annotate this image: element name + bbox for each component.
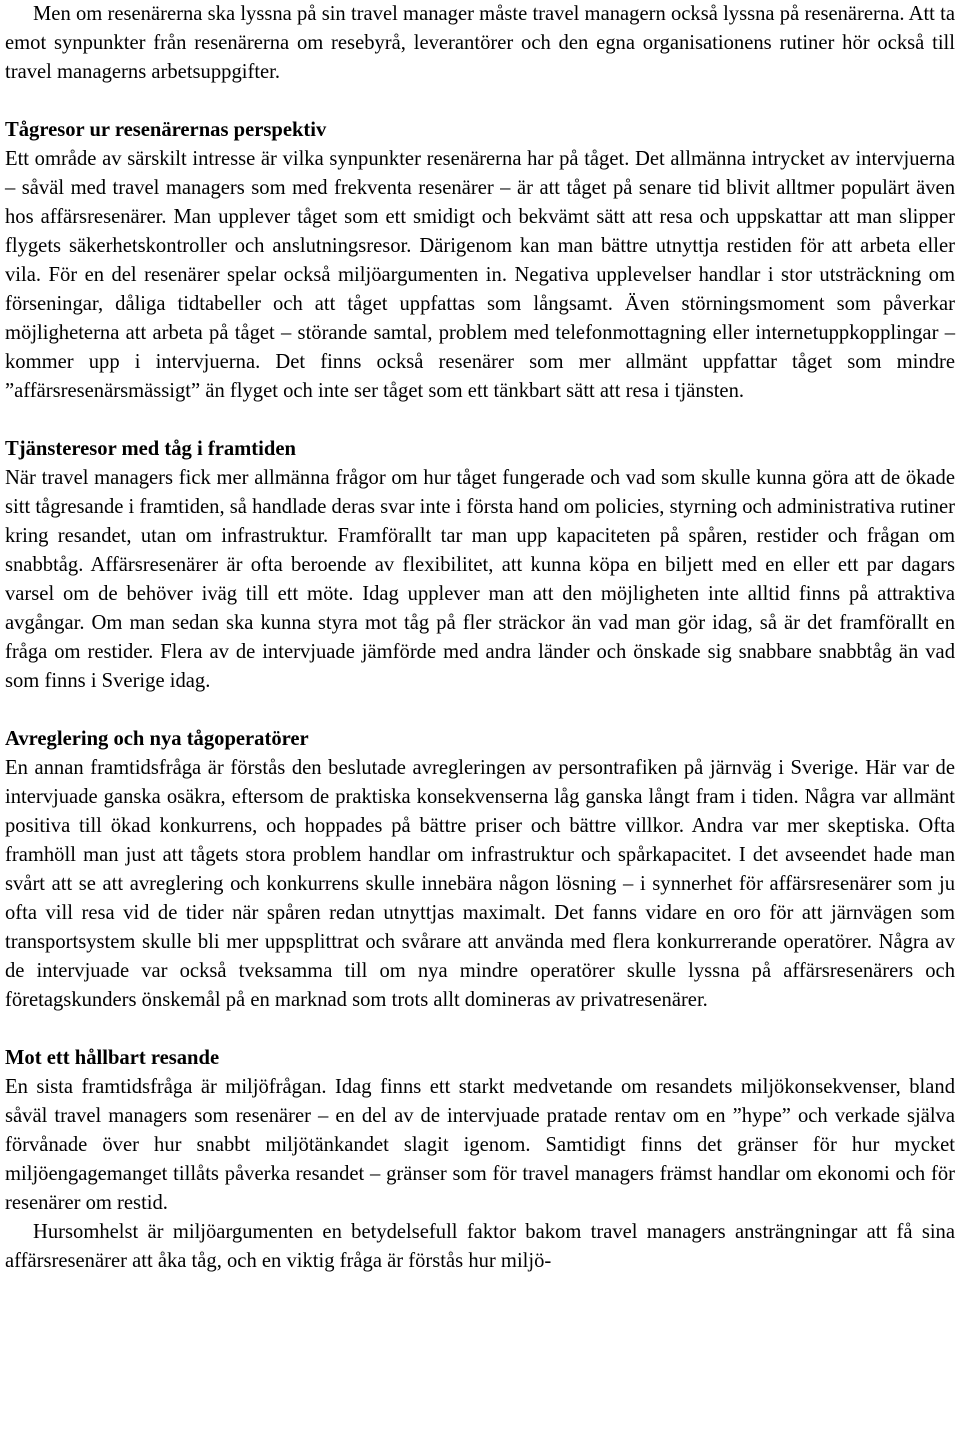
section-paragraph-tjansteresor: När travel managers fick mer allmänna frågor om hur tåget fungerade och vad som skulle kunna göra att de ökade sitt tågresande i framtiden, så handlade deras svar inte i första hand om policies, styrning och administrativa rutiner kring resandet, utan om infrastruktur. Framförallt tar man upp kapaciteten på spåren, restider och frågan om snabbtåg. Affärsresenärer är ofta beroende av flexibilitet, att kunna köpa en biljett med en eller ett par dagars varsel om de behöver iväg till ett möte. Idag upplever man att den möjligheten inte alltid finns på attraktiva avgångar. Om man sedan ska kunna styra mot tåg på fler sträckor än vad man gör idag, så är det framförallt en fråga om restider. Flera av de intervjuade jämförde med andra länder och önskade sig snabbare snabbtåg än vad som finns i Sverige idag.	[5, 467, 955, 692]
section-heading-tjansteresor: Tjänsteresor med tåg i framtiden	[5, 438, 296, 460]
section-heading-tagresor: Tågresor ur resenärernas perspektiv	[5, 119, 327, 141]
section-paragraph-tagresor: Ett område av särskilt intresse är vilka synpunkter resenärerna har på tåget. Det allmänna intrycket av intervjuerna – såväl med travel managers som med frekventa resenärer – är att tåget på senare tid blivit alltmer populärt även hos affärsresenärer. Man upplever tåget som ett smidigt och bekvämt sätt att resa och uppskattar att man slipper flygets säkerhetskontroller och anslutningsresor. Därigenom kan man bättre utnyttja restiden för att arbeta eller vila. För en del resenärer spelar också miljöargumenten in. Negativa upplevelser handlar i stor utsträckning om förseningar, dåliga tidtabeller och att tåget uppfattas som långsamt. Även störningsmoment som påverkar möjligheterna att arbeta på tåget – störande samtal, problem med telefonmottagning eller internetuppkopplingar – kommer upp i intervjuerna. Det finns också resenärer som mer allmänt uppfattar tåget som mindre ”affärsresenärsmässigt” än flyget och inte ser tåget som ett tänkbart sätt att resa i tjänsten.	[5, 148, 955, 402]
section-paragraph-avreglering: En annan framtidsfråga är förstås den beslutade avregleringen av persontrafiken på järnväg i Sverige. Här var de intervjuade ganska osäkra, eftersom de praktiska konsekvenserna låg ganska långt fram i tiden. Några var allmänt positiva till ökad konkurrens, och hoppades på bättre priser och bättre villkor. Andra var mer skeptiska. Ofta framhöll man just att tågets stora problem handlar om infrastruktur och spårkapacitet. I det avseendet hade man svårt att se att avreglering och konkurrens skulle innebära någon lösning – i synnerhet för affärsresenärer som ju ofta vill resa vid de tider när spåren redan utnyttjas maximalt. Det fanns vidare en oro för att järnvägen som transportsystem skulle bli mer uppsplittrat och svårare att använda med flera konkurrerande operatörer. Några av de intervjuade var också tveksamma till om nya mindre operatörer skulle lyssna på affärsresenärers och företagskunders önskemål på en marknad som trots allt domineras av privatresenärer.	[5, 757, 955, 1011]
section-heading-hallbart: Mot ett hållbart resande	[5, 1047, 220, 1069]
section-gap	[5, 696, 955, 725]
document-page	[5, 0, 955, 1276]
section-heading-avreglering: Avreglering och nya tågoperatörer	[5, 728, 309, 750]
intro-paragraph: Men om resenärerna ska lyssna på sin travel manager måste travel managern också lyssna på resenärerna. Att ta emot synpunkter från resenärerna om resebyrå, leverantörer och den egna organisationens rutiner hör också till travel managerns arbetsuppgifter.	[5, 3, 955, 83]
section-paragraph-hallbart-2: Hursomhelst är miljöargumenten en betydelsefull faktor bakom travel managers ansträngningar att få sina affärsresenärer att åka tåg, och en viktig fråga är förstås hur miljö-	[5, 1221, 955, 1272]
section-gap	[5, 87, 955, 116]
section-gap	[5, 1015, 955, 1044]
section-paragraph-hallbart-1: En sista framtidsfråga är miljöfrågan. Idag finns ett starkt medvetande om resandets miljökonsekvenser, bland såväl travel managers som resenärer – en del av de intervjuade pratade rentav om en ”hype” och verkade själva förvånade över hur snabbt miljötänkandet slagit igenom. Samtidigt finns det gränser för hur mycket miljöengagemanget tillåts påverka resandet – gränser som för travel managers främst handlar om ekonomi och för resenärer om restid.	[5, 1076, 955, 1214]
section-gap	[5, 406, 955, 435]
